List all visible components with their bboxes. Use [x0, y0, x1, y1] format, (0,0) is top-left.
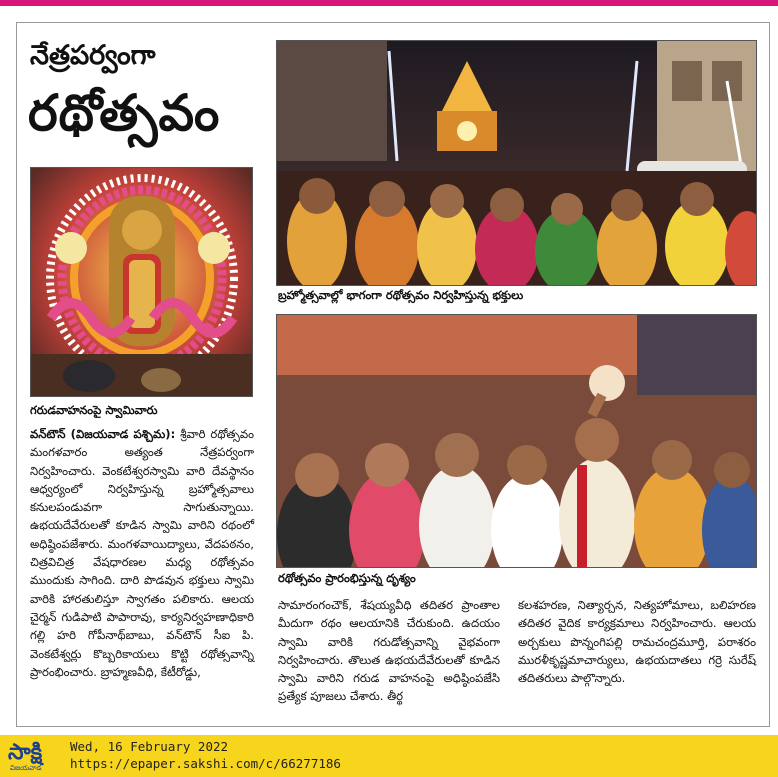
article-column-3 [518, 596, 756, 687]
top-accent-bar [0, 0, 778, 6]
article-col1-text: శ్రీవారి రథోత్సవం మంగళవారం అత్యంత నేత్రపర్వంగా నిర్వహించారు. వెంకటేశ్వరస్వామి వారి దేవస్థానం ఆధ్వర్యంలో నిర్వహిస్తున్న బ్రహ్మోత్సవాలు కనులపండువగా సాగుతున్నాయి. ఉభయదేవేరులతో కూడిన స్వామి వారిని రథంలో అధిష్ఠింపజేశారు. మంగళవాయిద్యాలు, వేదపఠనం, చిత్రవిచిత్ర వేషధారణల మధ్య రథోత్సవం ముందుకు సాగింది. దారి పొడవున భక్తులు స్వామి వారికి హారతులిస్తూ స్వాగతం పలికారు. ఆలయ చైర్మన్ గుడిపాటి పాపారావు, కార్యనిర్వహణాధికారి గల్లి హరి గోపీనాథ్‌బాబు, వన్‌టౌన్ సీఐ పి. వెంకటేశ్వర్లు కొబ్బరికాయలు కొట్టి రథోత్సవాన్ని ప్రారంభించారు. బ్రాహ్మణవీధి, కేటీరోడ్డు, [30, 427, 254, 679]
photo-deity-garuda [30, 167, 253, 397]
photo-deity-garuda-illustration [31, 168, 253, 397]
footer-url-link[interactable]: https://epaper.sakshi.com/c/66277186 [70, 756, 341, 771]
sakshi-logo[interactable] [8, 740, 64, 772]
article-kicker: నేత్రపర్వంగా [30, 40, 156, 71]
photo-devotees-chariot-illustration [277, 41, 757, 286]
article-dateline: వన్‌టౌన్ (విజయవాడ పశ్చిమ): [30, 427, 176, 441]
article-col2-text: సామారంగంచౌక్, శేషయ్యవీధి తదితర ప్రాంతాల మీదుగా రథం ఆలయానికి చేరుకుంది. ఉదయం స్వామి వారికి గరుడోత్సవాన్ని వైభవంగా నిర్వహించారు. తొలుత ఉభయదేవేరులతో కూడిన స్వామి వారిని గరుడ వాహనంపై అధిష్ఠింపజేసి ప్రత్యేక పూజలు చేశారు. తీర్థ [278, 598, 500, 704]
photo3-caption: రథోత్సవం ప్రారంభిస్తున్న దృశ్యం [278, 571, 416, 585]
sakshi-logo-subtext: విజయవాడ [10, 764, 42, 772]
photo1-caption: గరుడవాహనంపై స్వామివారు [30, 403, 158, 417]
photo-rathotsavam-start [276, 314, 757, 568]
article-column-1 [30, 425, 254, 681]
article-headline: రథోత్సవం [28, 84, 221, 142]
article-column-2 [278, 596, 500, 706]
photo-devotees-chariot [276, 40, 757, 286]
photo2-caption: బ్రహ్మోత్సవాల్లో భాగంగా రథోత్సవం నిర్వహిస్తున్న భక్తులు [278, 288, 524, 302]
footer-date: Wed, 16 February 2022 [70, 739, 229, 754]
article-col3-text: కలశహరణ, నిత్యార్చన, నిత్యహోమాలు, బలిహరణ తదితర వైదిక కార్యక్రమాలు నిర్వహించారు. ఆలయ అర్చకులు పొన్నంగిపల్లి రామచంద్రమూర్తి, పరాశరం మురళీకృష్ణమాచార్యులు, ఉభయదాతలు గర్రె సురేష్ తదితరులు పాల్గొన్నారు. [518, 598, 756, 686]
photo-rathotsavam-start-illustration [277, 315, 757, 568]
sakshi-logo-text: సాక్షి [8, 740, 43, 765]
